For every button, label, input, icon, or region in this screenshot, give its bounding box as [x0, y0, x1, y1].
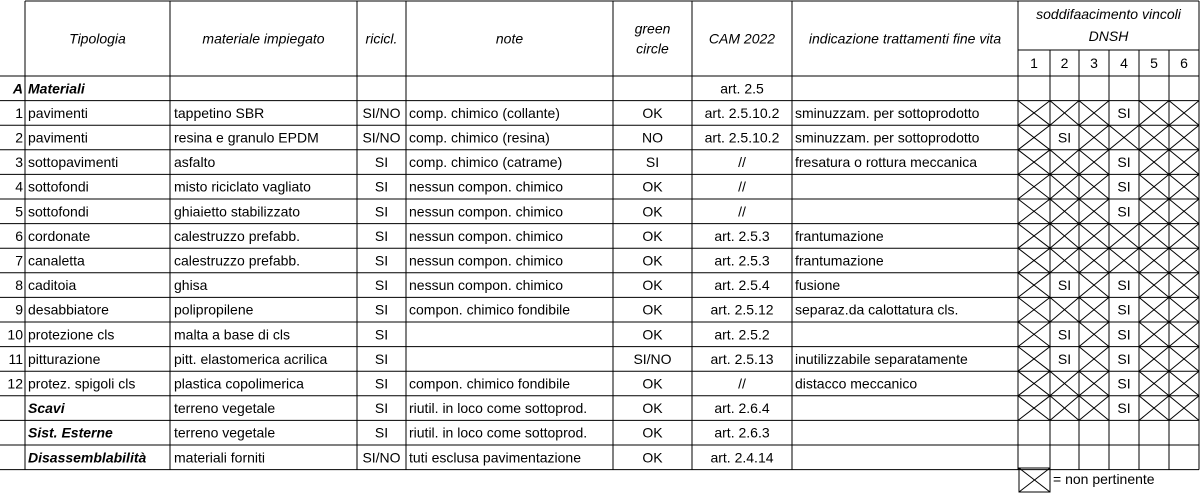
row-number: 6	[15, 227, 23, 244]
cell-green-circle: SI	[645, 154, 660, 171]
not-applicable-cross-icon	[1050, 150, 1079, 175]
cell-dnsh-2: SI	[1057, 277, 1072, 294]
not-applicable-cross-icon	[1169, 199, 1199, 224]
cell-dnsh-4: SI	[1117, 400, 1131, 417]
cell-green-circle: SI/NO	[633, 350, 672, 367]
legend-text: = non pertinente	[1053, 471, 1155, 487]
cell-note: tuti esclusa pavimentazione	[409, 449, 581, 466]
cell-cam: //	[738, 154, 746, 171]
cell-note: riutil. in loco come sottoprod.	[409, 400, 588, 417]
header-dnsh-col-1: 1	[1030, 55, 1038, 71]
cell-cam: art. 2.5.13	[710, 350, 774, 367]
cell-fine-vita: fresatura o rottura meccanica	[795, 154, 978, 171]
header-note: note	[495, 30, 524, 47]
table-row	[8, 347, 1199, 372]
not-applicable-cross-icon	[1139, 297, 1169, 322]
not-applicable-cross-icon	[1109, 248, 1139, 273]
cell-green-circle: OK	[642, 252, 663, 269]
not-applicable-cross-icon	[1018, 199, 1050, 224]
cell-dnsh-2: SI	[1057, 326, 1072, 343]
cell-cam: art. 2.5.10.2	[704, 104, 780, 121]
cell-dnsh-4: SI	[1117, 154, 1131, 171]
cell-fine-vita: inutilizzabile separatamente	[795, 350, 968, 367]
not-applicable-cross-icon	[1169, 174, 1199, 199]
cell-ricicl: SI/NO	[362, 129, 401, 146]
cell-green-circle: OK	[642, 203, 663, 220]
cell-ricicl: SI	[374, 154, 389, 171]
not-applicable-cross-icon	[1169, 297, 1199, 322]
not-applicable-cross-icon	[1079, 322, 1109, 347]
cell-green-circle: NO	[642, 129, 663, 146]
table-row	[28, 425, 770, 441]
header-materiale: materiale impiegato	[202, 30, 325, 47]
cell-cam: //	[738, 375, 746, 392]
table-row	[7, 322, 1199, 347]
cell-cam: art. 2.5.2	[714, 326, 770, 343]
cell-ricicl: SI	[374, 301, 389, 318]
not-applicable-cross-icon	[1139, 199, 1169, 224]
cell-tipologia: Disassemblabilità	[28, 449, 147, 466]
cell-ricicl: SI/NO	[362, 449, 401, 466]
table-row	[15, 125, 1199, 150]
not-applicable-cross-icon	[1139, 224, 1169, 249]
cell-note: compon. chimico fondibile	[409, 301, 571, 318]
cell-materiale: polipropilene	[174, 301, 254, 318]
not-applicable-cross-icon	[1050, 174, 1079, 199]
not-applicable-cross-icon	[1018, 101, 1050, 126]
not-applicable-cross-icon	[1079, 174, 1109, 199]
cell-materiale: resina e granulo EPDM	[174, 129, 319, 146]
row-number: 1	[15, 104, 23, 121]
not-applicable-cross-icon	[1050, 199, 1079, 224]
cell-note: nessun compon. chimico	[409, 252, 564, 269]
cell-ricicl: SI	[374, 350, 389, 367]
cell-note: riutil. in loco come sottoprod.	[409, 424, 588, 441]
row-number: 5	[15, 203, 23, 220]
cell-materiale: asfalto	[174, 154, 216, 171]
header-dnsh-col-5: 5	[1150, 55, 1158, 71]
cell-note: nessun compon. chimico	[409, 178, 564, 195]
cross-box-icon	[1019, 468, 1050, 492]
not-applicable-cross-icon	[1050, 396, 1079, 421]
not-applicable-cross-icon	[1018, 297, 1050, 322]
header-green: green	[634, 20, 671, 37]
not-applicable-cross-icon	[1139, 347, 1169, 372]
not-applicable-cross-icon	[1169, 150, 1199, 175]
not-applicable-cross-icon	[1050, 101, 1079, 126]
row-number: 12	[7, 375, 23, 392]
header-dnsh-title: soddifaacimento vincoli	[1036, 6, 1181, 22]
row-number: 3	[15, 154, 23, 171]
cell-materiale: calestruzzo prefabb.	[174, 227, 301, 244]
header-ricicl: ricicl.	[365, 30, 398, 47]
cell-ricicl: SI	[374, 178, 389, 195]
header-dnsh-col-4: 4	[1120, 55, 1128, 71]
not-applicable-cross-icon	[1139, 248, 1169, 273]
cell-green-circle: OK	[642, 277, 663, 294]
not-applicable-cross-icon	[1169, 125, 1199, 150]
not-applicable-cross-icon	[1018, 174, 1050, 199]
row-number: 7	[15, 252, 23, 269]
cell-green-circle: OK	[642, 375, 663, 392]
cell-cam: art. 2.6.4	[714, 400, 770, 417]
cell-green-circle: OK	[642, 178, 663, 195]
cell-tipologia: pavimenti	[28, 129, 88, 146]
not-applicable-cross-icon	[1079, 273, 1109, 298]
row-number: 11	[8, 350, 23, 367]
table-row	[15, 273, 1199, 298]
table-row	[15, 174, 1199, 199]
cell-tipologia: Sist. Esterne	[28, 424, 113, 441]
legend	[1019, 468, 1155, 492]
cell-dnsh-2: SI	[1057, 129, 1072, 146]
cell-cam: art. 2.5.12	[710, 301, 774, 318]
cell-ricicl: SI/NO	[362, 104, 401, 121]
cell-fine-vita: fusione	[795, 277, 841, 294]
not-applicable-cross-icon	[1050, 371, 1079, 396]
cell-tipologia: pitturazione	[28, 350, 101, 367]
row-number: 8	[15, 277, 23, 294]
not-applicable-cross-icon	[1079, 347, 1109, 372]
not-applicable-cross-icon	[1139, 396, 1169, 421]
not-applicable-cross-icon	[1018, 371, 1050, 396]
cell-green-circle: OK	[642, 301, 663, 318]
table-row	[28, 449, 774, 465]
not-applicable-cross-icon	[1018, 273, 1050, 298]
cell-materiale: tappetino SBR	[174, 104, 265, 121]
not-applicable-cross-icon	[1169, 396, 1199, 421]
cell-green-circle: OK	[642, 424, 663, 441]
not-applicable-cross-icon	[1169, 224, 1199, 249]
cell-tipologia: cordonate	[28, 227, 91, 244]
cell-materiale: ghiaietto stabilizzato	[174, 203, 301, 220]
not-applicable-cross-icon	[1018, 150, 1050, 175]
cell-dnsh-4: SI	[1117, 277, 1131, 294]
cell-ricicl: SI	[374, 227, 389, 244]
not-applicable-cross-icon	[1169, 101, 1199, 126]
not-applicable-cross-icon	[1018, 322, 1050, 347]
not-applicable-cross-icon	[1079, 150, 1109, 175]
cell-note: comp. chimico (catrame)	[409, 154, 563, 171]
cell-tipologia: sottofondi	[28, 203, 89, 220]
cell-ricicl: SI	[374, 277, 389, 294]
cell-ricicl: SI	[374, 375, 389, 392]
not-applicable-cross-icon	[1139, 273, 1169, 298]
cell-tipologia: pavimenti	[28, 104, 88, 121]
cell-green-circle: OK	[642, 104, 663, 121]
cell-materiale: misto riciclato vagliato	[174, 178, 311, 195]
cell-dnsh-4: SI	[1117, 350, 1131, 367]
not-applicable-cross-icon	[1109, 224, 1139, 249]
cell-cam: art. 2.5	[720, 80, 764, 97]
not-applicable-cross-icon	[1169, 347, 1199, 372]
not-applicable-cross-icon	[1079, 199, 1109, 224]
not-applicable-cross-icon	[1018, 125, 1050, 150]
cell-fine-vita: frantumazione	[795, 227, 884, 244]
cell-green-circle: OK	[642, 400, 663, 417]
cell-ricicl: SI	[374, 252, 389, 269]
cell-materiale: calestruzzo prefabb.	[174, 252, 301, 269]
cell-fine-vita: sminuzzam. per sottoprodotto	[795, 104, 980, 121]
cell-materiale: terreno vegetale	[174, 400, 276, 417]
cell-cam: //	[738, 203, 746, 220]
cell-ricicl: SI	[374, 203, 389, 220]
table-row	[7, 371, 1199, 396]
cell-dnsh-2: SI	[1057, 350, 1072, 367]
cell-tipologia: desabbiatore	[28, 301, 109, 318]
not-applicable-cross-icon	[1109, 125, 1139, 150]
row-number: 2	[15, 129, 23, 146]
cell-tipologia: sottopavimenti	[28, 154, 119, 171]
not-applicable-cross-icon	[1139, 150, 1169, 175]
not-applicable-cross-icon	[1169, 371, 1199, 396]
not-applicable-cross-icon	[1079, 248, 1109, 273]
cell-materiale: malta a base di cls	[174, 326, 290, 343]
header-cam: CAM 2022	[708, 30, 776, 47]
header-dnsh-subtitle: DNSH	[1088, 28, 1129, 44]
cell-fine-vita: separaz.da calottatura cls.	[795, 301, 959, 318]
cell-ricicl: SI	[374, 326, 389, 343]
not-applicable-cross-icon	[1169, 248, 1199, 273]
cell-fine-vita: sminuzzam. per sottoprodotto	[795, 129, 980, 146]
not-applicable-cross-icon	[1079, 396, 1109, 421]
cell-tipologia: canaletta	[28, 252, 85, 269]
header-dnsh-col-2: 2	[1060, 55, 1069, 71]
cell-materiale: pitt. elastomerica acrilica	[174, 350, 328, 367]
cell-materiale: plastica copolimerica	[174, 375, 304, 392]
cell-dnsh-4: SI	[1117, 301, 1131, 318]
cell-tipologia: sottofondi	[28, 178, 89, 195]
not-applicable-cross-icon	[1139, 174, 1169, 199]
row-number: A	[12, 80, 23, 97]
header-tipologia: Tipologia	[69, 30, 126, 47]
cell-cam: art. 2.4.14	[710, 449, 774, 466]
cell-note: nessun compon. chimico	[409, 203, 564, 220]
cell-note: comp. chimico (collante)	[409, 104, 560, 121]
not-applicable-cross-icon	[1050, 248, 1079, 273]
not-applicable-cross-icon	[1139, 101, 1169, 126]
cell-tipologia: Materiali	[28, 80, 85, 97]
cell-note: nessun compon. chimico	[409, 227, 564, 244]
not-applicable-cross-icon	[1079, 125, 1109, 150]
not-applicable-cross-icon	[1139, 322, 1169, 347]
not-applicable-cross-icon	[1018, 347, 1050, 372]
cell-ricicl: SI	[374, 400, 389, 417]
cell-dnsh-4: SI	[1117, 326, 1131, 343]
cell-fine-vita: distacco meccanico	[795, 375, 918, 392]
not-applicable-cross-icon	[1079, 224, 1109, 249]
cell-materiale: materiali forniti	[174, 449, 266, 466]
cell-dnsh-4: SI	[1117, 203, 1131, 220]
table-row	[12, 80, 764, 96]
not-applicable-cross-icon	[1018, 248, 1050, 273]
not-applicable-cross-icon	[1018, 224, 1050, 249]
not-applicable-cross-icon	[1050, 297, 1079, 322]
cell-cam: art. 2.5.3	[714, 227, 770, 244]
not-applicable-cross-icon	[1079, 297, 1109, 322]
cell-materiale: ghisa	[174, 277, 208, 294]
not-applicable-cross-icon	[1169, 322, 1199, 347]
cell-green-circle: OK	[642, 227, 663, 244]
table-row	[15, 224, 1199, 249]
cell-cam: art. 2.5.4	[714, 277, 770, 294]
not-applicable-cross-icon	[1079, 371, 1109, 396]
cell-green-circle: OK	[642, 449, 663, 466]
cell-cam: //	[738, 178, 746, 195]
cell-dnsh-4: SI	[1117, 375, 1131, 392]
row-number: 9	[15, 301, 23, 318]
table-row	[15, 248, 1199, 273]
header-circle: circle	[636, 40, 669, 57]
not-applicable-cross-icon	[1079, 101, 1109, 126]
table-row	[15, 101, 1199, 126]
header-dnsh-col-6: 6	[1180, 55, 1188, 71]
cell-cam: art. 2.6.3	[714, 424, 770, 441]
header-dnsh-col-3: 3	[1090, 55, 1098, 71]
cell-green-circle: OK	[642, 326, 663, 343]
cell-dnsh-4: SI	[1117, 178, 1131, 195]
cell-tipologia: protez. spigoli cls	[28, 375, 136, 392]
not-applicable-cross-icon	[1169, 273, 1199, 298]
header-fine-vita: indicazione trattamenti fine vita	[808, 30, 1002, 47]
cell-ricicl: SI	[374, 424, 389, 441]
cell-fine-vita: frantumazione	[795, 252, 884, 269]
cell-dnsh-4: SI	[1117, 104, 1131, 121]
not-applicable-cross-icon	[1018, 396, 1050, 421]
cell-tipologia: Scavi	[28, 400, 65, 417]
cell-materiale: terreno vegetale	[174, 424, 276, 441]
cell-note: compon. chimico fondibile	[409, 375, 571, 392]
table-row	[15, 199, 1199, 224]
not-applicable-cross-icon	[1139, 125, 1169, 150]
table-row	[15, 150, 1199, 175]
not-applicable-cross-icon	[1139, 371, 1169, 396]
cell-cam: art. 2.5.10.2	[704, 129, 780, 146]
not-applicable-cross-icon	[1050, 224, 1079, 249]
cell-note: nessun compon. chimico	[409, 277, 564, 294]
row-number: 10	[7, 326, 23, 343]
row-number: 4	[15, 178, 23, 195]
cell-tipologia: caditoia	[28, 277, 77, 294]
cell-note: comp. chimico (resina)	[409, 129, 550, 146]
cell-tipologia: protezione cls	[28, 326, 115, 343]
cell-cam: art. 2.5.3	[714, 252, 770, 269]
table-row	[15, 297, 1199, 322]
